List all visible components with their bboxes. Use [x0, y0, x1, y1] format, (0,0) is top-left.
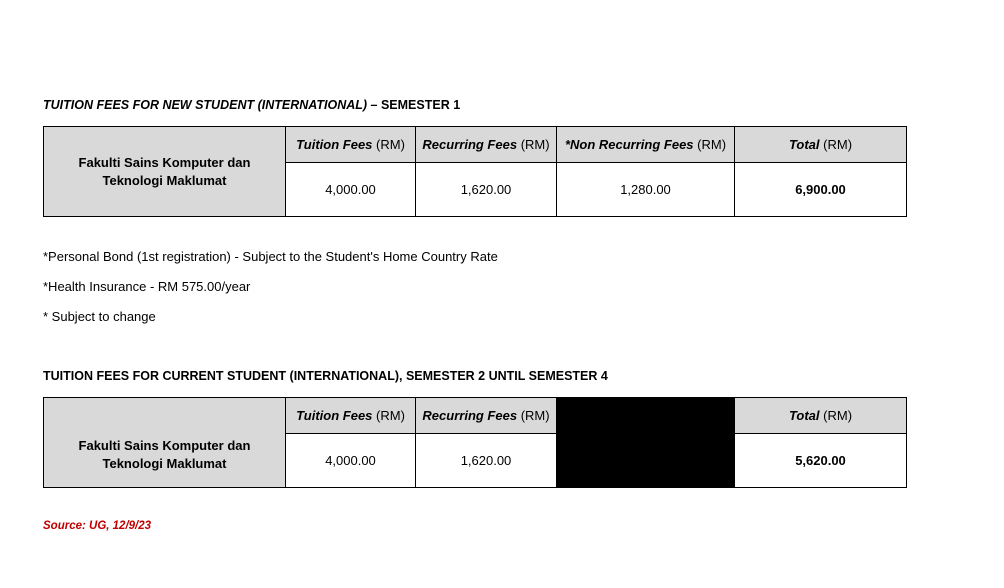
current-student-fees-table — [43, 397, 907, 488]
note-personal-bond: *Personal Bond (1st registration) - Subject to the Student's Home Country Rate — [43, 249, 498, 264]
faculty-name-line2: Teknologi Maklumat — [102, 172, 227, 188]
value-recurring-fees: 1,620.00 — [416, 163, 557, 217]
redacted-block — [557, 398, 735, 488]
header-non-recurring-fees: *Non Recurring Fees (RM) — [557, 127, 735, 163]
section2-heading: TUITION FEES FOR CURRENT STUDENT (INTERNATIONAL), SEMESTER 2 UNTIL SEMESTER 4 — [43, 369, 608, 383]
faculty-cell — [44, 127, 286, 217]
value-recurring-fees: 1,620.00 — [416, 434, 557, 488]
header-tuition-fees: Tuition Fees (RM) — [286, 398, 416, 434]
faculty-name-line1: Fakulti Sains Komputer dan — [78, 437, 251, 453]
header-tuition-fees: Tuition Fees (RM) — [286, 127, 416, 163]
value-total: 6,900.00 — [735, 163, 907, 217]
section1-heading-rest: – SEMESTER 1 — [367, 98, 461, 112]
section1-heading — [43, 98, 460, 112]
value-tuition-fees: 4,000.00 — [286, 163, 416, 217]
value-total: 5,620.00 — [735, 434, 907, 488]
header-total: Total (RM) — [735, 127, 907, 163]
value-non-recurring-fees: 1,280.00 — [557, 163, 735, 217]
header-recurring-fees: Recurring Fees (RM) — [416, 398, 557, 434]
section1-heading-italic: TUITION FEES FOR NEW STUDENT (INTERNATIONAL) — [43, 98, 368, 112]
faculty-cell — [44, 398, 286, 488]
faculty-name-line1: Fakulti Sains Komputer dan — [78, 154, 251, 170]
new-student-fees-table — [43, 126, 907, 217]
value-tuition-fees: 4,000.00 — [286, 434, 416, 488]
header-recurring-fees: Recurring Fees (RM) — [416, 127, 557, 163]
source-note: Source: UG, 12/9/23 — [43, 520, 152, 532]
faculty-name-line2: Teknologi Maklumat — [102, 455, 227, 471]
header-total: Total (RM) — [735, 398, 907, 434]
note-health-insurance: *Health Insurance - RM 575.00/year — [43, 279, 251, 294]
note-subject-to-change: * Subject to change — [43, 309, 156, 324]
